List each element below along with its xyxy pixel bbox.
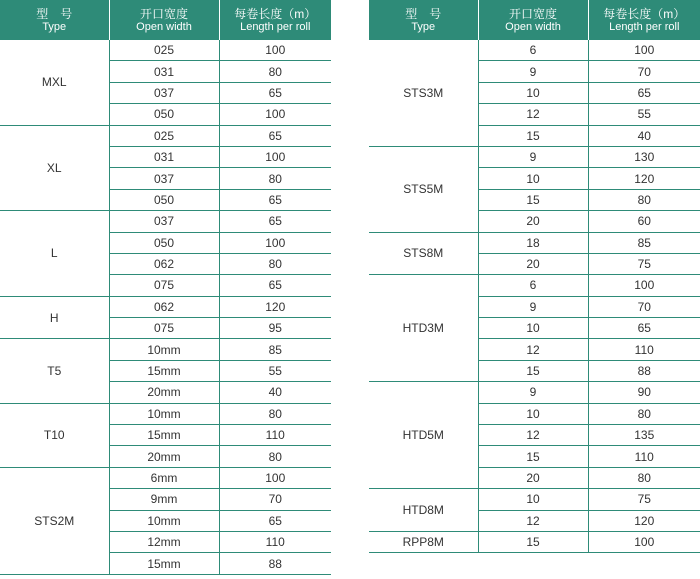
length-per-roll-cell: 80 [588,403,700,424]
open-width-cell: 9 [478,61,588,82]
open-width-header-en: Open width [505,20,561,33]
open-width-cell: 050 [109,189,219,210]
open-width-cell: 050 [109,104,219,125]
type-cell: RPP8M [369,531,478,552]
open-width-cell: 15 [478,446,588,467]
open-width-cell: 037 [109,168,219,189]
length-per-roll-cell: 70 [588,296,700,317]
open-width-cell: 20 [478,467,588,488]
open-width-header-en: Open width [136,20,192,33]
type-cell: T5 [0,339,109,403]
length-per-roll-cell: 90 [588,382,700,403]
table-row [369,40,700,61]
length-per-roll-cell: 120 [219,296,331,317]
length-header-zh: 每卷长度（m） [234,6,317,21]
length-header-zh: 每卷长度（m） [603,6,686,21]
length-per-roll-header [219,0,331,40]
open-width-header-zh: 开口宽度 [508,6,557,21]
length-per-roll-cell: 80 [219,61,331,82]
length-per-roll-cell: 65 [219,125,331,146]
type-cell: H [0,296,109,339]
length-per-roll-cell: 65 [588,82,700,103]
open-width-cell: 12 [478,104,588,125]
open-width-cell: 10 [478,82,588,103]
table-row [369,382,700,403]
open-width-cell: 10 [478,168,588,189]
open-width-cell: 10 [478,403,588,424]
type-cell: STS8M [369,232,478,275]
table-row [0,125,331,146]
type-cell: T10 [0,403,109,467]
type-header-zh: 型 号 [405,6,442,21]
length-per-roll-cell: 40 [588,125,700,146]
length-per-roll-cell: 135 [588,425,700,446]
length-per-roll-cell: 100 [219,40,331,61]
length-per-roll-cell: 120 [588,168,700,189]
table-body-left [0,40,331,574]
open-width-cell: 10mm [109,403,219,424]
length-per-roll-cell: 100 [588,275,700,296]
open-width-cell: 6 [478,275,588,296]
length-per-roll-cell: 75 [588,489,700,510]
type-header-en: Type [42,20,67,33]
open-width-header [478,0,588,40]
open-width-cell: 075 [109,318,219,339]
open-width-cell: 9 [478,296,588,317]
table-row [0,339,331,360]
open-width-cell: 18 [478,232,588,253]
open-width-cell: 12mm [109,531,219,552]
table-body-right [369,40,700,553]
header-row [0,0,331,40]
table-row [0,403,331,424]
length-per-roll-cell: 80 [219,253,331,274]
length-per-roll-cell: 65 [219,275,331,296]
length-per-roll-cell: 100 [219,146,331,167]
header-row [369,0,700,40]
length-per-roll-cell: 55 [588,104,700,125]
type-header-en: Type [411,20,436,33]
length-per-roll-cell: 80 [588,467,700,488]
length-per-roll-cell: 85 [219,339,331,360]
length-per-roll-cell: 65 [219,510,331,531]
open-width-cell: 9 [478,146,588,167]
length-per-roll-cell: 70 [588,61,700,82]
open-width-cell: 10 [478,489,588,510]
open-width-cell: 075 [109,275,219,296]
open-width-cell: 6mm [109,467,219,488]
open-width-cell: 062 [109,253,219,274]
length-per-roll-cell: 80 [588,189,700,210]
table-row [369,275,700,296]
table-row [0,40,331,61]
open-width-header-zh: 开口宽度 [139,6,188,21]
open-width-cell: 15 [478,189,588,210]
open-width-cell: 20mm [109,382,219,403]
open-width-cell: 037 [109,211,219,232]
table-row [0,467,331,488]
type-cell: L [0,211,109,297]
table-row [369,146,700,167]
length-per-roll-cell: 85 [588,232,700,253]
length-per-roll-cell: 80 [219,168,331,189]
length-per-roll-header [588,0,700,40]
length-per-roll-cell: 110 [219,425,331,446]
table-row [0,211,331,232]
length-per-roll-cell: 40 [219,382,331,403]
length-per-roll-cell: 100 [219,467,331,488]
open-width-cell: 10mm [109,510,219,531]
length-per-roll-cell: 88 [219,553,331,574]
type-cell: HTD5M [369,382,478,489]
open-width-cell: 025 [109,125,219,146]
open-width-cell: 15mm [109,553,219,574]
open-width-cell: 15 [478,360,588,381]
length-per-roll-cell: 80 [219,446,331,467]
length-per-roll-cell: 60 [588,211,700,232]
open-width-cell: 037 [109,82,219,103]
open-width-cell: 10mm [109,339,219,360]
open-width-cell: 031 [109,146,219,167]
type-cell: STS5M [369,146,478,232]
length-per-roll-cell: 75 [588,253,700,274]
open-width-cell: 20 [478,253,588,274]
open-width-cell: 15mm [109,360,219,381]
length-per-roll-cell: 110 [588,339,700,360]
length-per-roll-cell: 100 [588,531,700,552]
type-header-zh: 型 号 [36,6,73,21]
length-per-roll-cell: 65 [588,318,700,339]
open-width-cell: 15 [478,125,588,146]
type-header [369,0,478,40]
belt-spec-table-left [0,0,331,575]
open-width-cell: 12 [478,510,588,531]
open-width-cell: 15mm [109,425,219,446]
open-width-cell: 15 [478,531,588,552]
type-cell: XL [0,125,109,211]
table-row [369,531,700,552]
length-per-roll-cell: 95 [219,318,331,339]
length-per-roll-cell: 88 [588,360,700,381]
length-per-roll-cell: 100 [219,232,331,253]
open-width-cell: 20mm [109,446,219,467]
open-width-cell: 12 [478,339,588,360]
type-cell: HTD3M [369,275,478,382]
open-width-cell: 050 [109,232,219,253]
type-cell: MXL [0,40,109,125]
open-width-cell: 062 [109,296,219,317]
type-header [0,0,109,40]
length-per-roll-cell: 110 [588,446,700,467]
length-per-roll-cell: 65 [219,189,331,210]
open-width-cell: 9mm [109,489,219,510]
table-row [0,296,331,317]
type-cell: STS2M [0,467,109,574]
type-cell: STS3M [369,40,478,146]
length-per-roll-cell: 130 [588,146,700,167]
open-width-cell: 031 [109,61,219,82]
length-per-roll-cell: 110 [219,531,331,552]
length-per-roll-cell: 100 [219,104,331,125]
length-header-en: Length per roll [240,20,311,33]
open-width-cell: 12 [478,425,588,446]
open-width-header [109,0,219,40]
length-per-roll-cell: 120 [588,510,700,531]
open-width-cell: 9 [478,382,588,403]
open-width-cell: 025 [109,40,219,61]
length-per-roll-cell: 80 [219,403,331,424]
belt-spec-table-right [369,0,700,553]
length-per-roll-cell: 55 [219,360,331,381]
length-per-roll-cell: 70 [219,489,331,510]
length-header-en: Length per roll [609,20,680,33]
type-cell: HTD8M [369,489,478,532]
open-width-cell: 6 [478,40,588,61]
table-row [369,489,700,510]
open-width-cell: 20 [478,211,588,232]
length-per-roll-cell: 65 [219,82,331,103]
table-row [369,232,700,253]
length-per-roll-cell: 65 [219,211,331,232]
open-width-cell: 10 [478,318,588,339]
length-per-roll-cell: 100 [588,40,700,61]
